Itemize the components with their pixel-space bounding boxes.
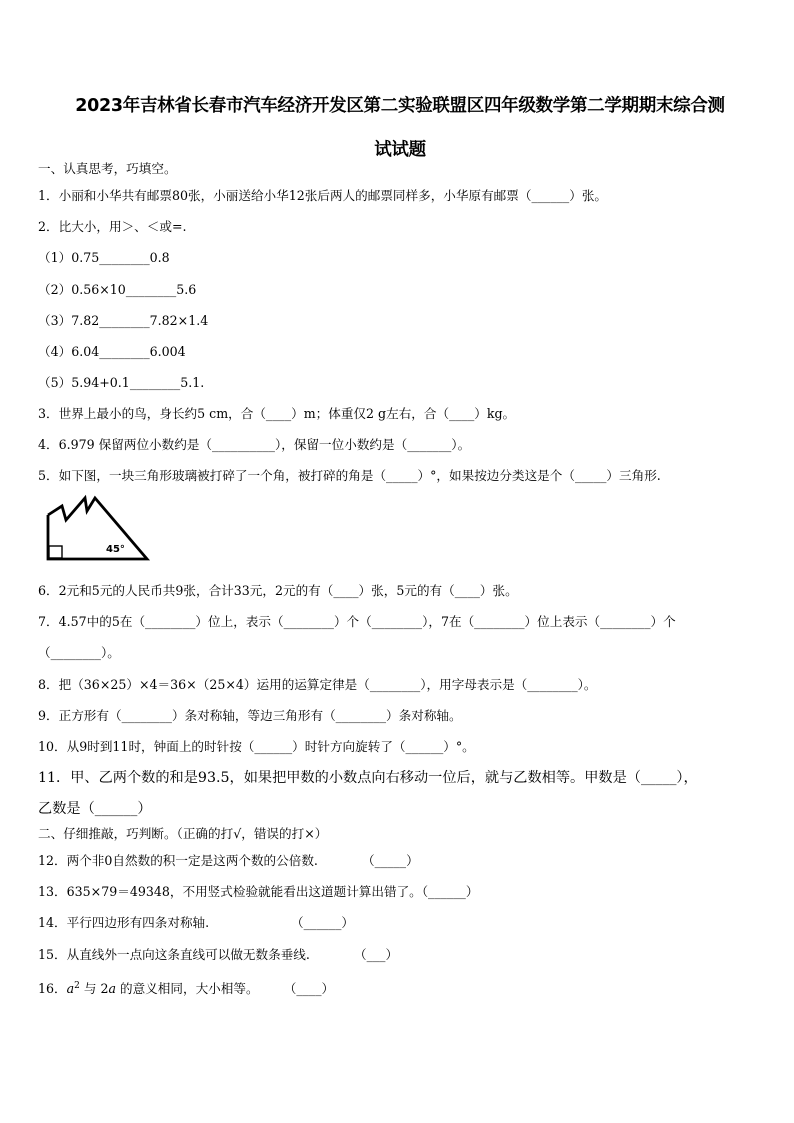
question-16-text-1: 与 2	[79, 981, 109, 997]
question-5: 5．如下图，一块三角形玻璃被打碎了一个角，被打碎的角是（_____）°，如果按边分类这是个（_____）三角形.	[38, 468, 661, 483]
question-16-text-2: 的意义相同，大小相等。 （____）	[116, 981, 335, 997]
right-angle-mark	[49, 546, 62, 558]
question-7-line-1: 7．4.57中的5在（________）位上，表示（________）个（________），7在（________）位上表示（________）个	[38, 614, 676, 629]
question-13: 13．635×79＝49348，不用竖式检验就能看出这道题计算出错了。（______）	[38, 884, 479, 899]
variable-a-2: a	[108, 981, 117, 997]
question-12: 12．两个非0自然数的积一定是这两个数的公倍数. （_____）	[38, 853, 419, 868]
question-2: 2．比大小，用＞、＜或=.	[38, 219, 187, 234]
title-line-1: 2023年吉林省长春市汽车经济开发区第二实验联盟区四年级数学第二学期期末综合测	[75, 96, 725, 116]
question-2-item-2: （2）0.56×10________5.6	[38, 282, 197, 297]
title-line-2: 试试题	[374, 140, 426, 160]
question-2-item-1: （1）0.75________0.8	[38, 250, 170, 265]
question-4: 4．6.979 保留两位小数约是（__________），保留一位小数约是（_______）。	[38, 437, 471, 452]
question-10: 10．从9时到11时，钟面上的时针按（______）时针方向旋转了（______）°。	[38, 739, 475, 754]
section-2-heading: 二、仔细推敲，巧判断。（正确的打√，错误的打×）	[38, 826, 328, 841]
question-16-number: 16．	[38, 981, 67, 997]
section-1-heading: 一、认真思考，巧填空。	[38, 161, 177, 176]
question-2-item-5: （5）5.94+0.1________5.1.	[38, 375, 205, 390]
question-2-item-4: （4）6.04________6.004	[38, 344, 186, 359]
question-3: 3．世界上最小的鸟，身长约5 cm，合（____）m；体重仅2 g左右，合（____）kg。	[38, 406, 516, 421]
question-6: 6．2元和5元的人民币共9张，合计33元，2元的有（____）张，5元的有（____）张。	[38, 583, 518, 598]
angle-label: 45°	[106, 544, 125, 555]
broken-triangle-figure	[45, 494, 155, 564]
exponent: 2	[74, 981, 80, 991]
triangle-outline	[48, 498, 147, 559]
question-7-line-2: （________）。	[38, 645, 120, 660]
question-2-item-3: （3）7.82________7.82×1.4	[38, 313, 209, 328]
variable-a: a	[66, 981, 75, 997]
question-9: 9．正方形有（________）条对称轴，等边三角形有（________）条对称轴。	[38, 708, 462, 723]
question-1: 1．小丽和小华共有邮票80张，小丽送给小华12张后两人的邮票同样多，小华原有邮票（______）张。	[38, 188, 608, 203]
question-16	[38, 977, 334, 998]
question-11-line-2: 乙数是（______）	[38, 801, 152, 817]
question-14: 14．平行四边形有四条对称轴. （______）	[38, 915, 354, 930]
question-8: 8．把（36×25）×4＝36×（25×4）运用的运算定律是（________），用字母表示是（________）。	[38, 677, 597, 692]
question-11-line-1: 11．甲、乙两个数的和是93.5，如果把甲数的小数点向右移动一位后，就与乙数相等。甲数是（_____），	[38, 770, 698, 786]
question-15: 15．从直线外一点向这条直线可以做无数条垂线. （___）	[38, 947, 399, 962]
page-title	[40, 84, 760, 172]
